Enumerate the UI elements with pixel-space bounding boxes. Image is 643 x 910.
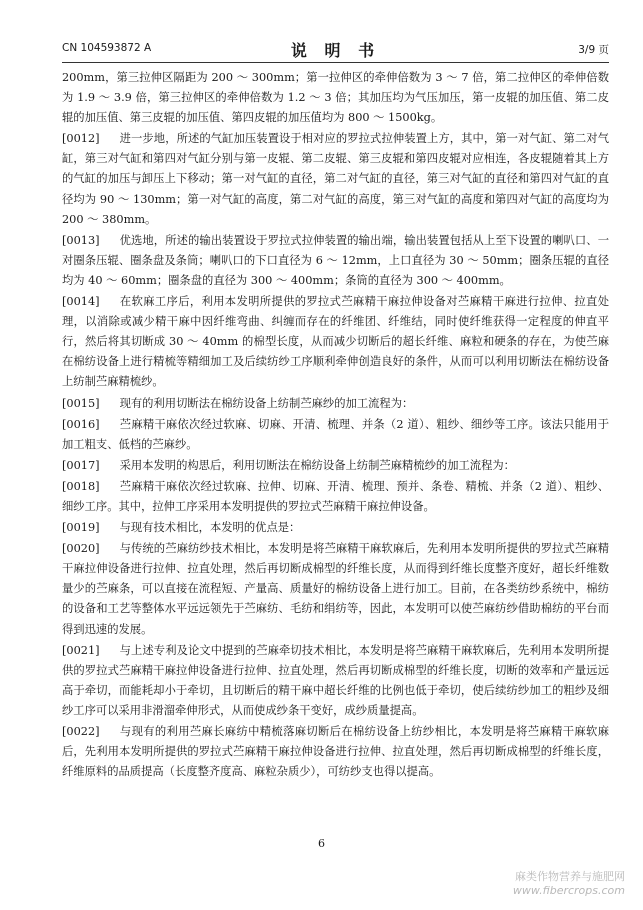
paragraph-number: [0014] [62, 295, 100, 309]
header-rule [62, 62, 609, 63]
paragraph-text: 苎麻精干麻依次经过软麻、切麻、开清、梳理、并条（2 道）、粗纱、细纱等工序。该法只能用于加工粗支、低档的苎麻纱。 [62, 417, 609, 451]
paragraph-text: 与传统的苎麻纺纱技术相比，本发明是将苎麻精干麻软麻后，先利用本发明所提供的罗拉式苎麻精干麻拉伸设备进行拉伸、拉直处理，然后再切断成棉型的纤维长度，从而得到纤维长度整齐度好，超长纤维数量少的苎麻条，可以直接在流程短、产量高、质量好的棉纺设备上进行加工。目前，在各类纺纱系统中，棉纺的设备和工艺等整体水平远远领先于苎麻纺、毛纺和绢纺等，因此，本发明可以使苎麻纺纱借助棉纺的平台而得到迅速的发展。 [62, 542, 609, 636]
paragraph-number: [0018] [62, 479, 100, 493]
paragraph-number: [0012] [62, 132, 100, 146]
paragraph-0017 [62, 456, 609, 476]
patent-number: CN 104593872 A [62, 42, 152, 54]
paragraph-continued [62, 68, 609, 128]
document-body [62, 68, 609, 783]
paragraph-text: 200mm，第三拉伸区隔距为 200 ～ 300mm；第一拉伸区的牵伸倍数为 3 ～ 7 倍，第二拉伸区的牵伸倍数为 1.9 ～ 3.9 倍，第三拉伸区的牵伸倍数为 1.2 ～ 3 倍；其加压均为气压加压，第一皮辊的加压值、第二皮辊的加压值、第三皮辊的加压值、第四皮辊的加压值均为 800 ～ 1500kg。 [62, 71, 609, 125]
paragraph-text: 与现有技术相比，本发明的优点是： [119, 521, 301, 535]
paragraph-number: [0015] [62, 396, 100, 410]
page-header [62, 38, 609, 60]
paragraph-0013 [62, 231, 609, 291]
paragraph-0018 [62, 477, 609, 517]
paragraph-text: 采用本发明的构思后，利用切断法在棉纺设备上纺制苎麻精梳纱的加工流程为： [119, 458, 515, 472]
paragraph-0022 [62, 722, 609, 782]
paragraph-0019 [62, 518, 609, 538]
paragraph-0021 [62, 641, 609, 721]
paragraph-number: [0021] [62, 643, 100, 657]
paragraph-0020 [62, 539, 609, 639]
watermark-url: www.fibercrops.com [512, 884, 625, 897]
paragraph-text: 与上述专利及论文中提到的苎麻牵切技术相比，本发明是将苎麻精干麻软麻后，先利用本发明所提供的罗拉式苎麻精干麻拉伸设备进行拉伸、拉直处理，然后再切断成棉型的纤维长度，切断的效率和产量远远高于牵切，而能耗却小于牵切，且切断后的精干麻中超长纤维的比例也低于牵切，使后续纺纱加工的粗纱及细纱工序可以采用非滑溜牵伸形式，从而使成纱条干变好，成纱质量提高。 [62, 643, 609, 717]
paragraph-number: [0017] [62, 458, 100, 472]
paragraph-number: [0013] [62, 233, 100, 247]
paragraph-number: [0019] [62, 521, 100, 535]
paragraph-0016 [62, 415, 609, 455]
paragraph-number: [0022] [62, 725, 100, 738]
paragraph-text: 在软麻工序后，利用本发明所提供的罗拉式苎麻精干麻拉伸设备对苎麻精干麻进行拉伸、拉直处理，以消除或减少精干麻中因纤维弯曲、纠缠而存在的纤维团、纤维结，同时使纤维获得一定程度的伸直平行，然后将其切断成 30 ～ 40mm 的棉型长度，从而减少切断后的超长纤维、麻粒和硬条的存在，为使苎麻在棉纺设备上进行精梳等精细加工及后续纺纱工序顺利牵伸创造良好的条件，从而可以利用切断法在棉纺设备上纺制苎麻精梳纱。 [62, 295, 609, 389]
paragraph-0015 [62, 394, 609, 414]
paragraph-number: [0020] [62, 542, 100, 556]
watermark-site-name: 麻类作物营养与施肥网 [515, 870, 625, 883]
page-info: 3/9 页 [578, 44, 609, 56]
paragraph-text: 进一步地，所述的气缸加压装置设于相对应的罗拉式拉伸装置上方，其中，第一对气缸、第二对气缸，第三对气缸和第四对气缸分别与第一皮辊、第二皮辊、第三皮辊和第四皮辊对应相连，各皮辊随着其上方的气缸的加压与卸压上下移动；第一对气缸的直径，第二对气缸的直径，第三对气缸的直径和第四对气缸的直径均为 90 ～ 130mm；第一对气缸的高度，第二对气缸的高度，第三对气缸的高度和第四对气缸的高度均为 200 ～ 380mm。 [62, 132, 609, 226]
paragraph-number: [0016] [62, 417, 100, 431]
paragraph-text: 优选地，所述的输出装置设于罗拉式拉伸装置的输出端，输出装置包括从上至下设置的喇叭口、一对圈条压辊、圈条盘及条筒；喇叭口的下口直径为 6 ～ 12mm，上口直径为 30 ～ 50mm；圈条压辊的直径均为 40 ～ 60mm；圈条盘的直径为 300 ～ 400mm；条筒的直径为 300 ～ 400mm。 [62, 233, 609, 287]
paragraph-text: 苎麻精干麻依次经过软麻、拉伸、切麻、开清、梳理、预并、条卷、精梳、并条（2 道）、粗纱、细纱工序。其中，拉伸工序采用本发明提供的罗拉式苎麻精干麻拉伸设备。 [62, 479, 609, 513]
page-number: 6 [318, 837, 325, 850]
document-title: 说 明 书 [290, 41, 381, 60]
paragraph-0012 [62, 129, 609, 229]
paragraph-text: 与现有的利用苎麻长麻纺中精梳落麻切断后在棉纺设备上纺纱相比，本发明是将苎麻精干麻软麻后，先利用本发明所提供的罗拉式苎麻精干麻拉伸设备进行拉伸、拉直处理，然后再切断成棉型的纤维长度，纤维原料的品质提高（长度整齐度高、麻粒杂质少），可纺纱支也得以提高。 [62, 725, 609, 779]
paragraph-text: 现有的利用切断法在棉纺设备上纺制苎麻纱的加工流程为： [119, 396, 414, 410]
paragraph-0014 [62, 292, 609, 392]
